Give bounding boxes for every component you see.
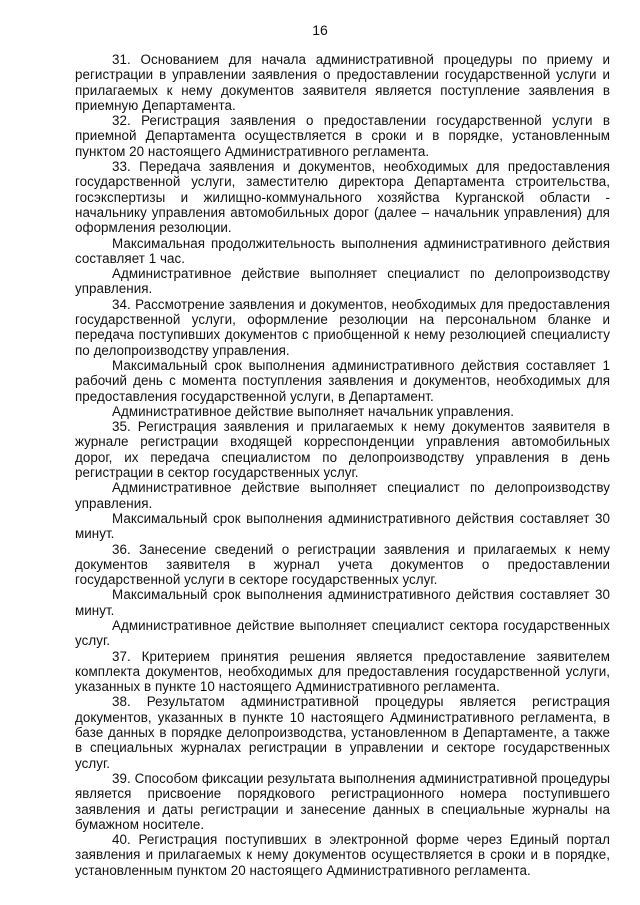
paragraph-35-duration: Максимальный срок выполнения административного действия составляет 30 минут.	[75, 510, 610, 542]
paragraph-37: 37. Критерием принятия решения является предоставление заявителем комплекта документов, необходимых для предоставления государственной услуги, указанных в пункте 10 настоящего Административного регламента.	[75, 648, 610, 695]
paragraph-36-executor: Административное действие выполняет специалист сектора государственных услуг.	[75, 617, 610, 649]
paragraph-35: 35. Регистрация заявления и прилагаемых к нему документов заявителя в журнале регистрации входящей корреспонденции управления автомобильных дорог, их передача специалистом по делопроизводству управления в день регистрации в сектор государственных услуг.	[75, 419, 610, 481]
paragraph-32: 32. Регистрация заявления о предоставлении государственной услуги в приемной Департамента осуществляется в сроки и в порядке, установленным пунктом 20 настоящего Административного регламента.	[75, 113, 610, 159]
paragraph-33-executor: Административное действие выполняет специалист по делопроизводству управления.	[75, 266, 610, 297]
paragraph-38: 38. Результатом административной процедуры является регистрация документов, указанных в пункте 10 настоящего Административного регламента, в базе данных в порядке делопроизводства, установленном в Департаменте, а также в специальных журналах регистрации в управлении и секторе государственных услуг.	[75, 694, 610, 771]
paragraph-34-executor: Административное действие выполняет начальник управления.	[112, 403, 515, 419]
paragraph-39: 39. Способом фиксации результата выполнения административной процедуры является присвоение порядкового регистрационного номера поступившего заявления и даты регистрации и занесение данных в специальные журналы на бумажном носителе.	[75, 770, 610, 832]
paragraph-40: 40. Регистрация поступивших в электронной форме через Единый портал заявления и прилагаемых к нему документов осуществляется в сроки и в порядке, установленным пунктом 20 настоящего Административного регламента.	[75, 832, 610, 878]
paragraph-33: 33. Передача заявления и документов, необходимых для предоставления государственной услуги, заместителю директора Департамента строительства, госэкспертизы и жилищно-коммунального хозяйства Курганской области - начальнику управления автомобильных дорог (далее – начальник управления) для оформления резолюции.	[75, 159, 610, 236]
paragraph-35-executor: Административное действие выполняет специалист по делопроизводству управления.	[75, 480, 610, 511]
paragraph-34-duration: Максимальный срок выполнения административного действия составляет 1 рабочий день с момента поступления заявления и документов, необходимых для предоставления государственной услуги, в Департамент.	[75, 357, 610, 404]
page-number: 16	[312, 22, 328, 38]
paragraph-36: 36. Занесение сведений о регистрации заявления и прилагаемых к нему документов заявителя в журнал учета документов о предоставлении государственной услуги в секторе государственных услуг.	[75, 541, 610, 588]
paragraph-34: 34. Рассмотрение заявления и документов, необходимых для предоставления государственной услуги, оформление резолюции на персональном бланке и передача поступивших документов с приобщенной к нему резолюцией специалисту по делопроизводству управления.	[75, 296, 610, 358]
paragraph-31: 31. Основанием для начала административной процедуры по приему и регистрации в управлении заявления о предоставлении государственной услуги и прилагаемых к нему документов заявителя является поступление заявления в приемную Департамента.	[75, 52, 610, 113]
paragraph-36-duration: Максимальный срок выполнения административного действия составляет 30 минут.	[75, 587, 610, 618]
paragraph-33-duration: Максимальная продолжительность выполнения административного действия составляет 1 час.	[75, 235, 610, 266]
